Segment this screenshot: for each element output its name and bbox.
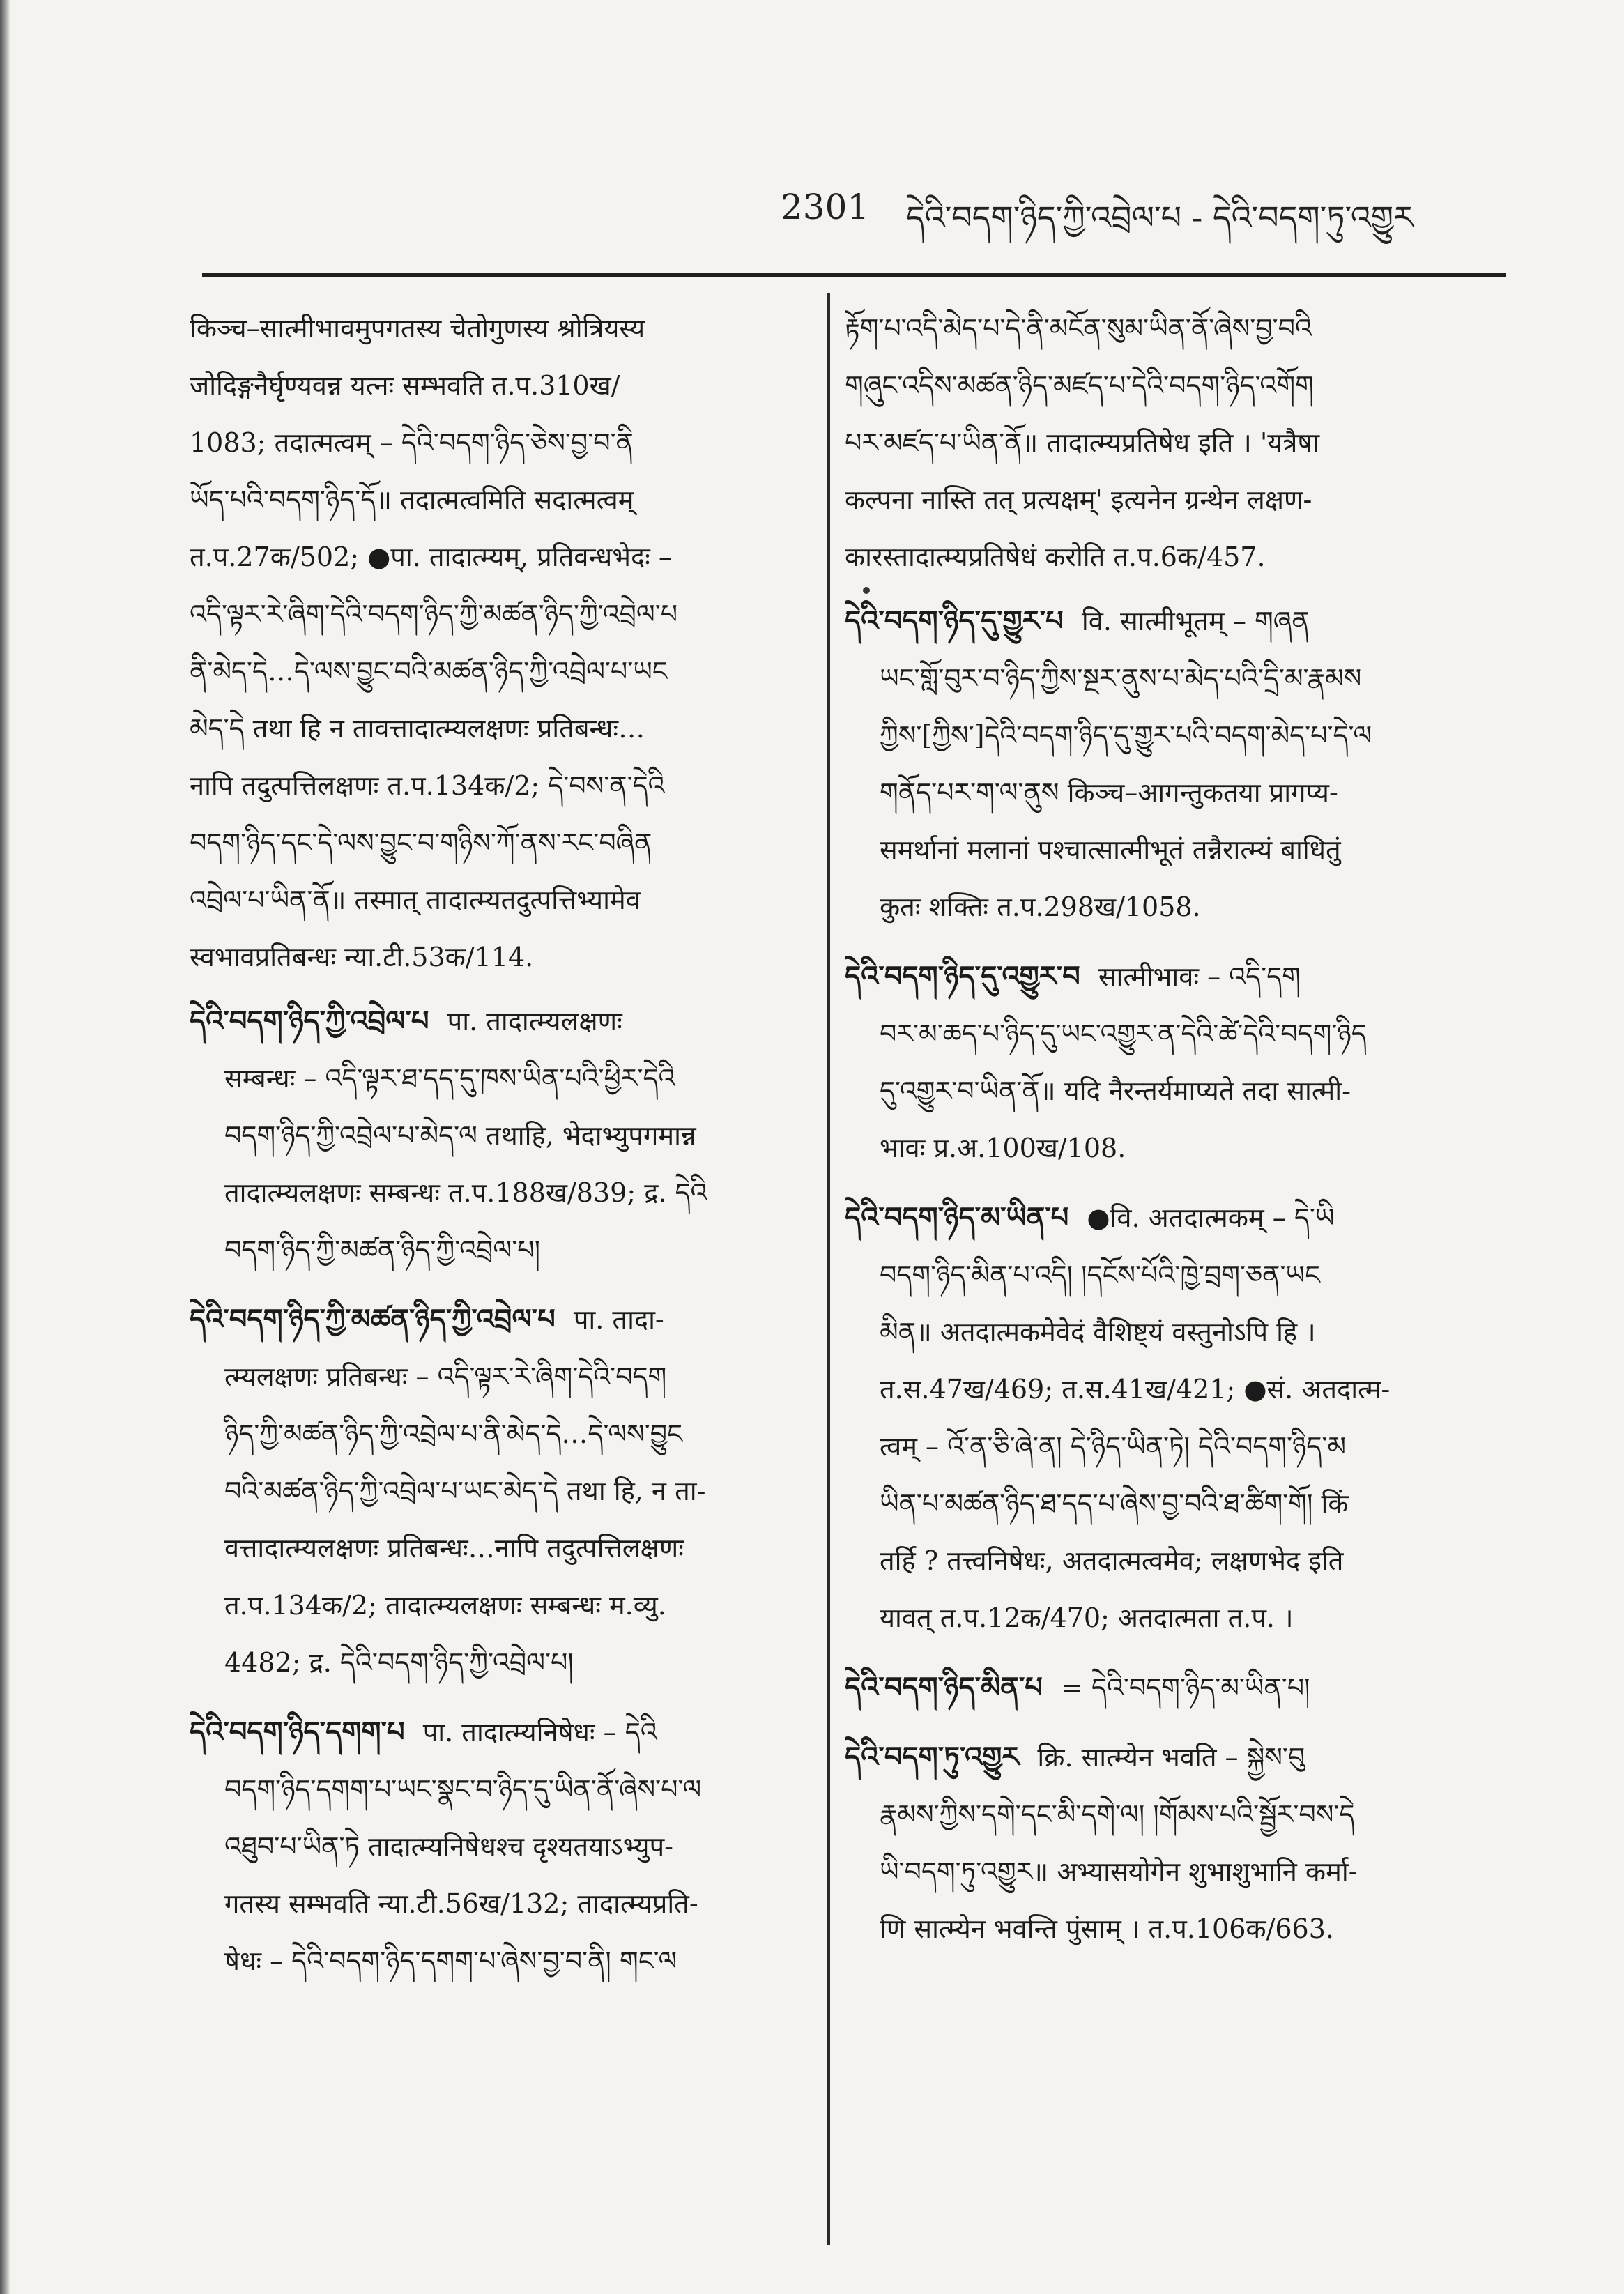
left-column — [190, 300, 803, 2251]
entry-headword: དེའི་བདག་ཉིད་ཀྱི་མཚན་ཉིད་ཀྱི་འབྲེལ་པ — [190, 1303, 556, 1336]
continuation-paragraph — [845, 300, 1500, 586]
dictionary-entry — [190, 1704, 803, 1989]
print-speck — [863, 587, 870, 594]
text-line: བདག་ཉིད་དགག་པ་ཡང་སྣང་བ་ཉིད་དུ་ཡིན་ནོ་ཞེས་པ་ལ — [224, 1774, 702, 1805]
right-column — [845, 300, 1500, 2251]
text-line: གནོད་པར་ག་ལ་ནུས किञ्च–आगन्तुकतया प्रागप्य- — [880, 777, 1338, 808]
entry-headword: དེའི་བདག་ཏུ་འགྱུར — [845, 1741, 1020, 1773]
text-line: གཞུང་འདིས་མཚན་ཉིད་མཛད་པ་དེའི་བདག་ཉིད་འགོག — [845, 370, 1314, 401]
text-line: तादात्म्यलक्षणः सम्बन्धः त.प.188ख/839; द्र. དེའི — [224, 1177, 707, 1208]
text-line: བའི་མཚན་ཉིད་ཀྱི་འབྲེལ་པ་ཡང་མེད་དེ तथा हि, न ता- — [224, 1476, 706, 1506]
dictionary-entry — [845, 592, 1500, 935]
text-line: པར་མཛད་པ་ཡིན་ནོ॥ तादात्म्यप्रतिषेध इति । 'यत्रैषा — [845, 427, 1320, 458]
text-line: पा. तादात्म्यनिषेधः – དེའི — [422, 1717, 657, 1748]
entry-headword: དེའི་བདག་ཉིད་ཀྱི་འབྲེལ་པ — [190, 1004, 429, 1037]
text-line: तर्हि ? तत्त्वनिषेधः, अतदात्मत्वमेव; लक्षणभेद इति — [880, 1545, 1344, 1576]
text-line: भावः प्र.अ.100ख/108. — [880, 1133, 1126, 1163]
entry-headword: དེའི་བདག་ཉིད་དུ་འགྱུར་བ — [845, 960, 1080, 993]
text-line: वि. सात्मीभूतम् – གཞན — [1081, 606, 1310, 636]
text-line: ཡི་བདག་ཏུ་འགྱུར॥ अभ्यासयोगेन शुभाशुभानि कर्मा- — [880, 1856, 1358, 1887]
text-line: कारस्तादात्म्यप्रतिषेधं करोति त.प.6क/457. — [845, 542, 1266, 572]
text-line: འདི་ལྟར་རེ་ཞིག་དེའི་བདག་ཉིད་ཀྱི་མཚན་ཉིད་ཀྱི་འབྲེལ་པ — [190, 599, 678, 629]
text-line: ཀྱིས་[ཀྱིས་]དེའི་བདག་ཉིད་དུ་གྱུར་པའི་བདག་མེད་པ་དེ་ལ — [880, 720, 1372, 751]
text-line: षेधः – དེའི་བདག་ཉིད་དགག་པ་ཞེས་བྱ་བ་ནི། གང་ལ — [224, 1945, 677, 1976]
text-line: वत्तादात्म्यलक्षणः प्रतिबन्धः…नापि तदुत्पत्तिलक्षणः — [224, 1533, 684, 1563]
dictionary-entry — [845, 1189, 1500, 1646]
text-line: नापि तदुत्पत्तिलक्षणः त.प.134क/2; དེ་བས་ན་དེའི — [190, 770, 665, 801]
text-line: འབྲེལ་པ་ཡིན་ནོ॥ तस्मात् तादात्म्यतदुत्पत्तिभ्यामेव — [190, 885, 641, 915]
dictionary-entry — [190, 1291, 803, 1691]
text-line: བདག་ཉིད་དང་དེ་ལས་བྱུང་བ་གཉིས་ཀོ་ནས་རང་བཞིན — [190, 827, 652, 858]
entry-headword: དེའི་བདག་ཉིད་དུ་གྱུར་པ — [845, 604, 1064, 637]
text-line: བདག་ཉིད་ཀྱི་མཚན་ཉིད་ཀྱི་འབྲེལ་པ། — [224, 1234, 540, 1265]
column-divider — [827, 293, 830, 2245]
text-line: ནི་མེད་དེ…དེ་ལས་བྱུང་བའི་མཚན་ཉིད་ཀྱི་འབྲེལ་པ་ཡང — [190, 656, 668, 687]
continuation-paragraph — [190, 300, 803, 986]
text-line: सम्बन्धः – འདི་ལྟར་ཐ་དད་དུ་ཁས་ཡིན་པའི་ཕྱིར་དེའི — [224, 1063, 675, 1094]
text-line: ཉིད་ཀྱི་མཚན་ཉིད་ཀྱི་འབྲེལ་པ་ནི་མེད་དེ…དེ་ལས་བྱུང — [224, 1419, 683, 1449]
text-line: = དེའི་བདག་ཉིད་མ་ཡིན་པ། — [1060, 1672, 1310, 1703]
entry-headword: དེའི་བདག་ཉིད་དགག་པ — [190, 1715, 405, 1748]
header-rule — [202, 273, 1506, 277]
text-line: जोदिङ्गनैर्घृण्यवन्न यत्नः सम्भवति त.प.310ख/ — [190, 370, 620, 401]
text-line: བདག་ཉིད་ཀྱི་འབྲེལ་པ་མེད་ལ तथाहि, भेदाभ्युपगमान्न — [224, 1120, 696, 1151]
text-line: མེད་དེ तथा हि न तावत्तादात्म्यलक्षणः प्रतिबन्धः… — [190, 713, 645, 744]
text-line: कुतः शक्तिः त.प.298ख/1058. — [880, 892, 1201, 922]
entry-headword: དེའི་བདག་ཉིད་མིན་པ — [845, 1671, 1043, 1704]
text-line: क्रि. सात्म्येन भवति – སྐྱེས་བུ — [1037, 1742, 1305, 1773]
text-line: सात्मीभावः – འདི་དག — [1098, 961, 1301, 992]
text-line: त.स.47ख/469; त.स.41ख/421; ●सं. अतदात्म- — [880, 1374, 1391, 1405]
text-line: कल्पना नास्ति तत् प्रत्यक्षम्' इत्यनेन ग्रन्थेन लक्षण- — [845, 484, 1312, 515]
text-line: མིན॥ अतदात्मकमेवेदं वैशिष्ट्यं वस्तुनोऽपि हि । — [880, 1317, 1316, 1347]
dictionary-entry — [845, 1659, 1500, 1716]
text-line: किञ्च–सात्मीभावमुपगतस्य चेतोगुणस्य श्रोत्रियस्य — [190, 313, 645, 344]
text-line: དུ་འགྱུར་བ་ཡིན་ནོ॥ यदि नैरन्तर्यमाप्यते तदा सात्मी- — [880, 1076, 1351, 1106]
dictionary-entry — [845, 948, 1500, 1177]
text-line: त.प.27क/502; ●पा. तादात्म्यम्, प्रतिवन्धभेदः – — [190, 542, 672, 572]
text-line: ཡང་གློ་བུར་བ་ཉིད་ཀྱིས་སྔར་ནུས་པ་མེད་པའི་དྲི་མ་རྣམས — [880, 663, 1362, 694]
text-line: स्वभावप्रतिबन्धः न्या.टी.53क/114. — [190, 942, 534, 972]
text-line: यावत् त.प.12क/470; अतदात्मता त.प. । — [880, 1603, 1294, 1633]
text-line: समर्थानां मलानां पश्चात्सात्मीभूतं तन्नैरात्म्यं बाधितुं — [880, 834, 1341, 865]
text-line: णि सात्म्येन भवन्ति पुंसाम् । त.प.106क/663. — [880, 1913, 1334, 1944]
dictionary-entry — [190, 993, 803, 1278]
text-line: རྟོག་པ་འདི་མེད་པ་དེ་ནི་མངོན་སུམ་ཡིན་ནོ་ཞེས་བྱ་བའི — [845, 313, 1312, 344]
text-line: त.प.134क/2; तादात्म्यलक्षणः सम्बन्धः म.व्यु. — [224, 1590, 666, 1621]
text-line: ཡོད་པའི་བདག་ཉིད་དོ॥ तदात्मत्वमिति सदात्मत्वम् — [190, 484, 634, 515]
text-line: पा. तादा- — [573, 1304, 664, 1335]
text-line: བདག་ཉིད་མིན་པ་འདི། །དངོས་པོའི་ཁྱེ་བྲག་ཅན་ཡང — [880, 1260, 1320, 1290]
running-head: དེའི་བདག་ཉིད་ཀྱི་འབྲེལ་པ - དེའི་བདག་ཏུ་འགྱུར — [906, 199, 1414, 236]
text-line: गतस्य सम्भवति न्या.टी.56ख/132; तादात्म्यप्रति- — [224, 1888, 698, 1919]
page-number: 2301 — [781, 187, 870, 227]
dictionary-entry — [845, 1729, 1500, 1957]
text-line: ●वि. अतदात्मकम् – དེ་ཡི — [1087, 1202, 1335, 1233]
text-line: བར་མ་ཆད་པ་ཉིད་དུ་ཡང་འགྱུར་ན་དེའི་ཚེ་དེའི་བདག་ཉིད — [880, 1018, 1367, 1049]
text-line: 4482; द्र. དེའི་བདག་ཉིད་ཀྱི་འབྲེལ་པ། — [224, 1647, 574, 1678]
text-line: 1083; तदात्मत्वम् – དེའི་བདག་ཉིད་ཅེས་བྱ་བ་ནི — [190, 427, 634, 458]
text-line: ཡིན་པ་མཚན་ཉིད་ཐ་དད་པ་ཞེས་བྱ་བའི་ཐ་ཚིག་གོ། किं — [880, 1488, 1349, 1519]
entry-headword: དེའི་བདག་ཉིད་མ་ཡིན་པ — [845, 1201, 1069, 1234]
text-line: རྣམས་ཀྱིས་དགེ་དང་མི་དགེ་ལ། །གོམས་པའི་སྦྱོར་བས་དེ — [880, 1799, 1355, 1830]
text-line: त्म्यलक्षणः प्रतिबन्धः – འདི་ལྟར་རེ་ཞིག་དེའི་བདག — [224, 1361, 667, 1392]
scan-edge-shadow — [0, 0, 10, 2294]
text-line: पा. तादात्म्यलक्षणः — [447, 1006, 622, 1037]
text-line: त्वम् – འོ་ན་ཅི་ཞེ་ན། དེ་ཉིད་ཡིན་ཏེ། དེའི་བདག་ཉིད་མ — [880, 1431, 1347, 1462]
text-line: འཐུབ་པ་ཡིན་ཏེ तादात्म्यनिषेधश्च दृश्यतयाऽभ्युप- — [224, 1831, 674, 1862]
